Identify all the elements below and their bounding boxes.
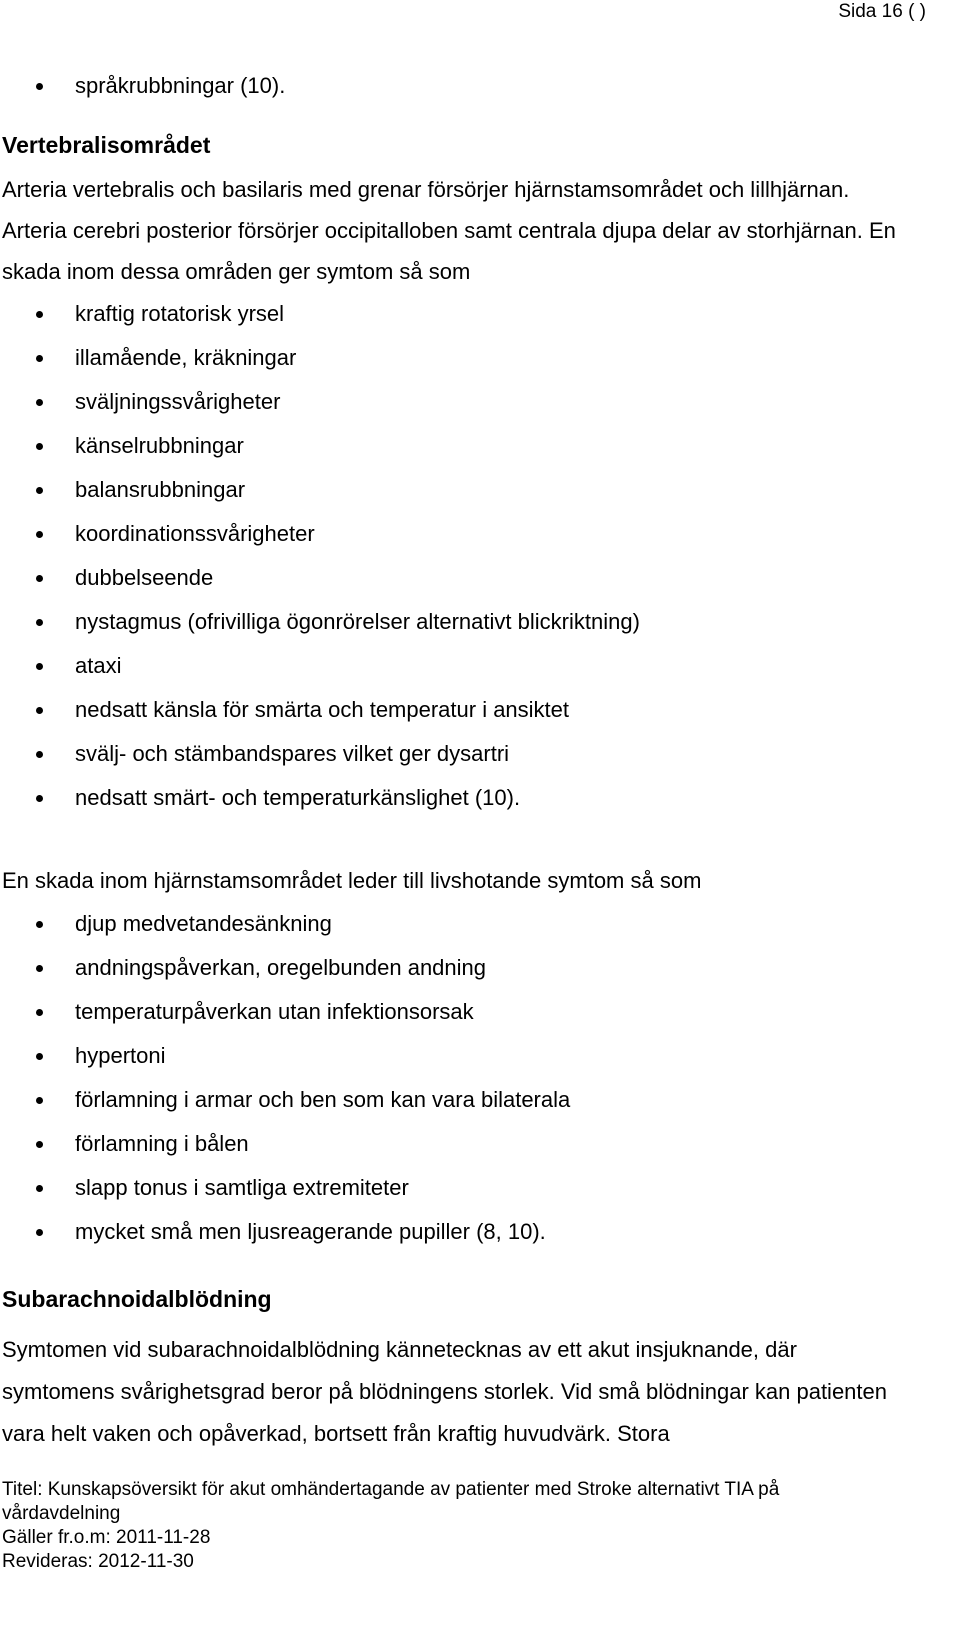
document-body: [2, 64, 902, 1455]
list-item: ataxi: [2, 644, 902, 688]
paragraph-vertebral: Arteria vertebralis och basilaris med grenar försörjer hjärnstamsområdet och lillhjärnan. Arteria cerebri posterior försörjer occipitalloben samt centrala djupa delar av storhjärnan. En skada inom dessa områden ger symtom så som: [2, 177, 896, 284]
list-item: nedsatt smärt- och temperaturkänslighet (10).: [2, 776, 902, 820]
brainstem-symptom-list: [2, 902, 902, 1254]
intro-bullet-list: [2, 64, 902, 108]
list-item: förlamning i armar och ben som kan vara bilaterala: [2, 1078, 902, 1122]
bullet-icon: [36, 1097, 43, 1104]
list-item: koordinationssvårigheter: [2, 512, 902, 556]
bullet-icon: [36, 921, 43, 928]
list-item: andningspåverkan, oregelbunden andning: [2, 946, 902, 990]
bullet-icon: [36, 1141, 43, 1148]
footer-revised: Revideras: 2012-11-30: [2, 1551, 194, 1572]
list-item: kraftig rotatorisk yrsel: [2, 292, 902, 336]
list-item: dubbelseende: [2, 556, 902, 600]
bullet-icon: [36, 487, 43, 494]
list-item: hypertoni: [2, 1034, 902, 1078]
list-item: nystagmus (ofrivilliga ögonrörelser alternativt blickriktning): [2, 600, 902, 644]
page-number: Sida 16 ( ): [838, 1, 926, 22]
bullet-icon: [36, 311, 43, 318]
vertebral-symptom-list: [2, 292, 902, 820]
bullet-icon: [36, 1009, 43, 1016]
section-heading-vertebral: Vertebralisområdet: [2, 132, 211, 158]
bullet-icon: [36, 531, 43, 538]
bullet-icon: [36, 575, 43, 582]
section-heading-sah: Subarachnoidalblödning: [2, 1286, 272, 1312]
list-item: sväljningssvårigheter: [2, 380, 902, 424]
bullet-icon: [36, 707, 43, 714]
list-item: svälj- och stämbandspares vilket ger dysartri: [2, 732, 902, 776]
bullet-icon: [36, 443, 43, 450]
bullet-icon: [36, 1229, 43, 1236]
list-item: känselrubbningar: [2, 424, 902, 468]
bullet-icon: [36, 355, 43, 362]
list-item: balansrubbningar: [2, 468, 902, 512]
list-item: förlamning i bålen: [2, 1122, 902, 1166]
page-footer: [2, 1478, 902, 1574]
footer-title-continued: vårdavdelning: [2, 1503, 121, 1524]
list-item: temperaturpåverkan utan infektionsorsak: [2, 990, 902, 1034]
list-item: nedsatt känsla för smärta och temperatur i ansiktet: [2, 688, 902, 732]
bullet-icon: [36, 83, 43, 90]
list-item: mycket små men ljusreagerande pupiller (8, 10).: [2, 1210, 902, 1254]
list-item: djup medvetandesänkning: [2, 902, 902, 946]
bullet-icon: [36, 619, 43, 626]
bullet-icon: [36, 1185, 43, 1192]
bullet-icon: [36, 751, 43, 758]
list-item: språkrubbningar (10).: [2, 64, 902, 108]
footer-title: Titel: Kunskapsöversikt för akut omhändertagande av patienter med Stroke alternativt TIA på: [2, 1479, 780, 1500]
footer-valid-from: Gäller fr.o.m: 2011-11-28: [2, 1527, 211, 1548]
bullet-icon: [36, 795, 43, 802]
list-item: slapp tonus i samtliga extremiteter: [2, 1166, 902, 1210]
paragraph-sah: Symtomen vid subarachnoidalblödning kännetecknas av ett akut insjuknande, där symtomens svårighetsgrad beror på blödningens storlek. Vid små blödningar kan patienten vara helt vaken och opåverkad, bortsett från kraftig huvudvärk. Stora: [2, 1337, 887, 1446]
bullet-icon: [36, 399, 43, 406]
bullet-icon: [36, 663, 43, 670]
list-item: illamående, kräkningar: [2, 336, 902, 380]
bullet-icon: [36, 965, 43, 972]
bullet-icon: [36, 1053, 43, 1060]
paragraph-brainstem: En skada inom hjärnstamsområdet leder till livshotande symtom så som: [2, 868, 702, 893]
